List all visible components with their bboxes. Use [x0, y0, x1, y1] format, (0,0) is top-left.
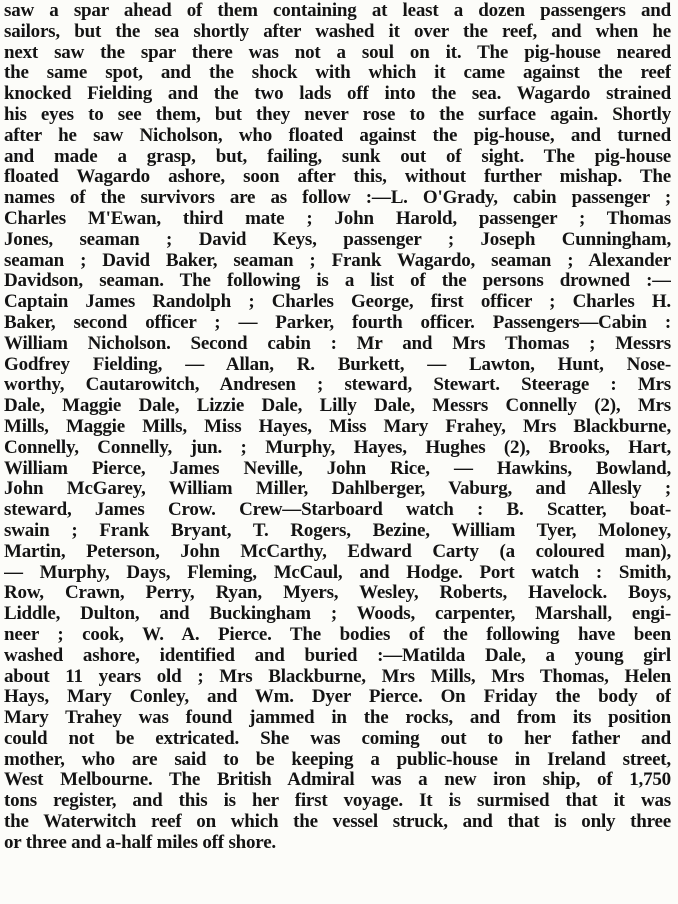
- text-line: Martin, Peterson, John McCarthy, Edward Carty (a coloured man),: [4, 541, 671, 562]
- text-line: could not be extricated. She was coming out to her father and: [4, 728, 671, 749]
- text-line: sailors, but the sea shortly after washed it over the reef, and when he: [4, 21, 671, 42]
- text-line: seaman ; David Baker, seaman ; Frank Wagardo, seaman ; Alexander: [4, 250, 671, 271]
- text-line: after he saw Nicholson, who floated against the pig-house, and turned: [4, 125, 671, 146]
- article-body: [4, 1, 671, 854]
- text-line: — Murphy, Days, Fleming, McCaul, and Hodge. Port watch : Smith,: [4, 562, 671, 583]
- text-line: Mills, Maggie Mills, Miss Hayes, Miss Mary Frahey, Mrs Blackburne,: [4, 416, 671, 437]
- text-line: about 11 years old ; Mrs Blackburne, Mrs Mills, Mrs Thomas, Helen: [4, 666, 671, 687]
- text-line-last: or three and a-half miles off shore.: [4, 832, 276, 853]
- text-line: Mary Trahey was found jammed in the rocks, and from its position: [4, 708, 671, 729]
- text-line: knocked Fielding and the two lads off into the sea. Wagardo strained: [4, 84, 671, 105]
- text-line: tons register, and this is her first voyage. It is surmised that it was: [4, 791, 671, 812]
- text-line: Hays, Mary Conley, and Wm. Dyer Pierce. On Friday the body of: [4, 687, 671, 708]
- text-line: Godfrey Fielding, — Allan, R. Burkett, — Lawton, Hunt, Nose-: [4, 354, 671, 375]
- text-line: names of the survivors are as follow :—L. O'Grady, cabin passenger ;: [4, 188, 671, 209]
- text-line: washed ashore, identified and buried :—Matilda Dale, a young girl: [4, 645, 671, 666]
- text-line: Davidson, seaman. The following is a list of the persons drowned :—: [4, 271, 671, 292]
- text-line: John McGarey, William Miller, Dahlberger, Vaburg, and Allesly ;: [4, 479, 671, 500]
- text-line: swain ; Frank Bryant, T. Rogers, Bezine, William Tyer, Moloney,: [4, 520, 671, 541]
- text-line: Dale, Maggie Dale, Lizzie Dale, Lilly Dale, Messrs Connelly (2), Mrs: [4, 396, 671, 417]
- text-line: Liddle, Dulton, and Buckingham ; Woods, carpenter, Marshall, engi-: [4, 604, 671, 625]
- text-line: worthy, Cautarowitch, Andresen ; steward, Stewart. Steerage : Mrs: [4, 375, 671, 396]
- text-line: the Waterwitch reef on which the vessel struck, and that is only three: [4, 812, 671, 833]
- text-line: saw a spar ahead of them containing at least a dozen passengers and: [4, 1, 671, 21]
- text-line: neer ; cook, W. A. Pierce. The bodies of the following have been: [4, 624, 671, 645]
- text-line: next saw the spar there was not a soul on it. The pig-house neared: [4, 42, 671, 63]
- text-line: Charles M'Ewan, third mate ; John Harold, passenger ; Thomas: [4, 208, 671, 229]
- text-line: mother, who are said to be keeping a public-house in Ireland street,: [4, 749, 671, 770]
- text-line: and made a grasp, but, failing, sunk out of sight. The pig-house: [4, 146, 671, 167]
- text-line: William Pierce, James Neville, John Rice, — Hawkins, Bowland,: [4, 458, 671, 479]
- text-line: steward, James Crow. Crew—Starboard watch : B. Scatter, boat-: [4, 500, 671, 521]
- text-line: his eyes to see them, but they never rose to the surface again. Shortly: [4, 104, 671, 125]
- text-line: West Melbourne. The British Admiral was a new iron ship, of 1,750: [4, 770, 671, 791]
- text-line: Row, Crawn, Perry, Ryan, Myers, Wesley, Roberts, Havelock. Boys,: [4, 583, 671, 604]
- text-line: Connelly, Connelly, jun. ; Murphy, Hayes, Hughes (2), Brooks, Hart,: [4, 437, 671, 458]
- text-line: Baker, second officer ; — Parker, fourth officer. Passengers—Cabin :: [4, 312, 671, 333]
- text-line: Jones, seaman ; David Keys, passenger ; Joseph Cunningham,: [4, 229, 671, 250]
- text-line: Captain James Randolph ; Charles George, first officer ; Charles H.: [4, 292, 671, 313]
- text-line: the same spot, and the shock with which it came against the reef: [4, 63, 671, 84]
- text-line: William Nicholson. Second cabin : Mr and Mrs Thomas ; Messrs: [4, 333, 671, 354]
- text-line: floated Wagardo ashore, soon after this, without further mishap. The: [4, 167, 671, 188]
